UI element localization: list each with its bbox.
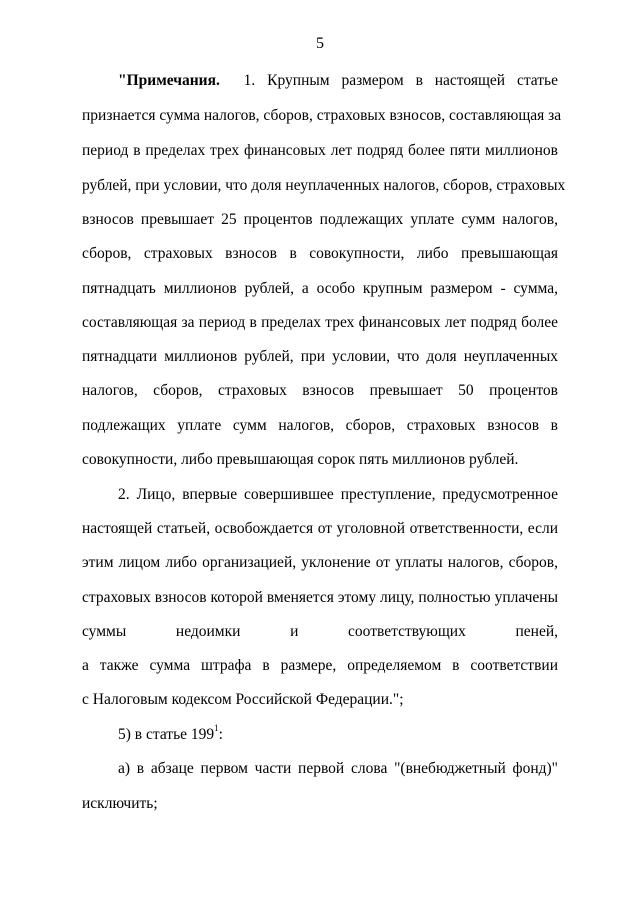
text-line: суммы недоимки и соответствующих пеней, [82, 623, 558, 640]
text-line: составляющая за период в пределах трех финансовых лет подряд более [82, 314, 558, 331]
text-line: 2. Лицо, впервые совершившее преступление, предусмотренное [118, 486, 558, 503]
item-5-text: 5) в статье 199 [118, 726, 215, 743]
item-5-suffix: : [218, 726, 223, 743]
text-line: сборов, страховых взносов в совокупности, либо превышающая [82, 245, 558, 262]
text-line: пятнадцать миллионов рублей, а особо крупным размером - сумма, [82, 280, 558, 297]
text-line: подлежащих уплате сумм налогов, сборов, страховых взносов в [82, 417, 558, 434]
text-line: с Налоговым кодексом Российской Федерации."; [82, 691, 404, 708]
text-line [118, 71, 558, 91]
text-line: страховых взносов которой вменяется этому лицу, полностью уплачены [82, 589, 558, 606]
text-line: пятнадцати миллионов рублей, при условии, что доля неуплаченных [82, 348, 558, 365]
item-5 [118, 722, 558, 745]
text-line: взносов превышает 25 процентов подлежащих уплате сумм налогов, [82, 211, 558, 228]
text-line: этим лицом либо организацией, уклонение от уплаты налогов, сборов, [82, 554, 558, 571]
text-line-content: 1. Крупным размером в настоящей статье [243, 72, 558, 89]
text-line: признается сумма налогов, сборов, страховых взносов, составляющая за [82, 107, 562, 124]
text-line: исключить; [82, 795, 158, 812]
text-line: а также сумма штрафа в размере, определяемом в соответствии [82, 657, 558, 674]
text-line: период в пределах трех финансовых лет подряд более пяти миллионов [82, 142, 558, 159]
notes-heading: "Примечания. [118, 72, 220, 89]
text-line: а) в абзаце первом части первой слова "(внебюджетный фонд)" [118, 760, 558, 777]
item-5-superscript: 1 [214, 722, 219, 733]
text-line: совокупности, либо превышающая сорок пять миллионов рублей. [82, 451, 519, 468]
text-line: настоящей статьей, освобождается от уголовной ответственности, если [82, 520, 558, 537]
text-line: налогов, сборов, страховых взносов превышает 50 процентов [82, 382, 558, 399]
text-line: рублей, при условии, что доля неуплаченных налогов, сборов, страховых [82, 177, 566, 194]
page-number: 5 [316, 35, 324, 52]
